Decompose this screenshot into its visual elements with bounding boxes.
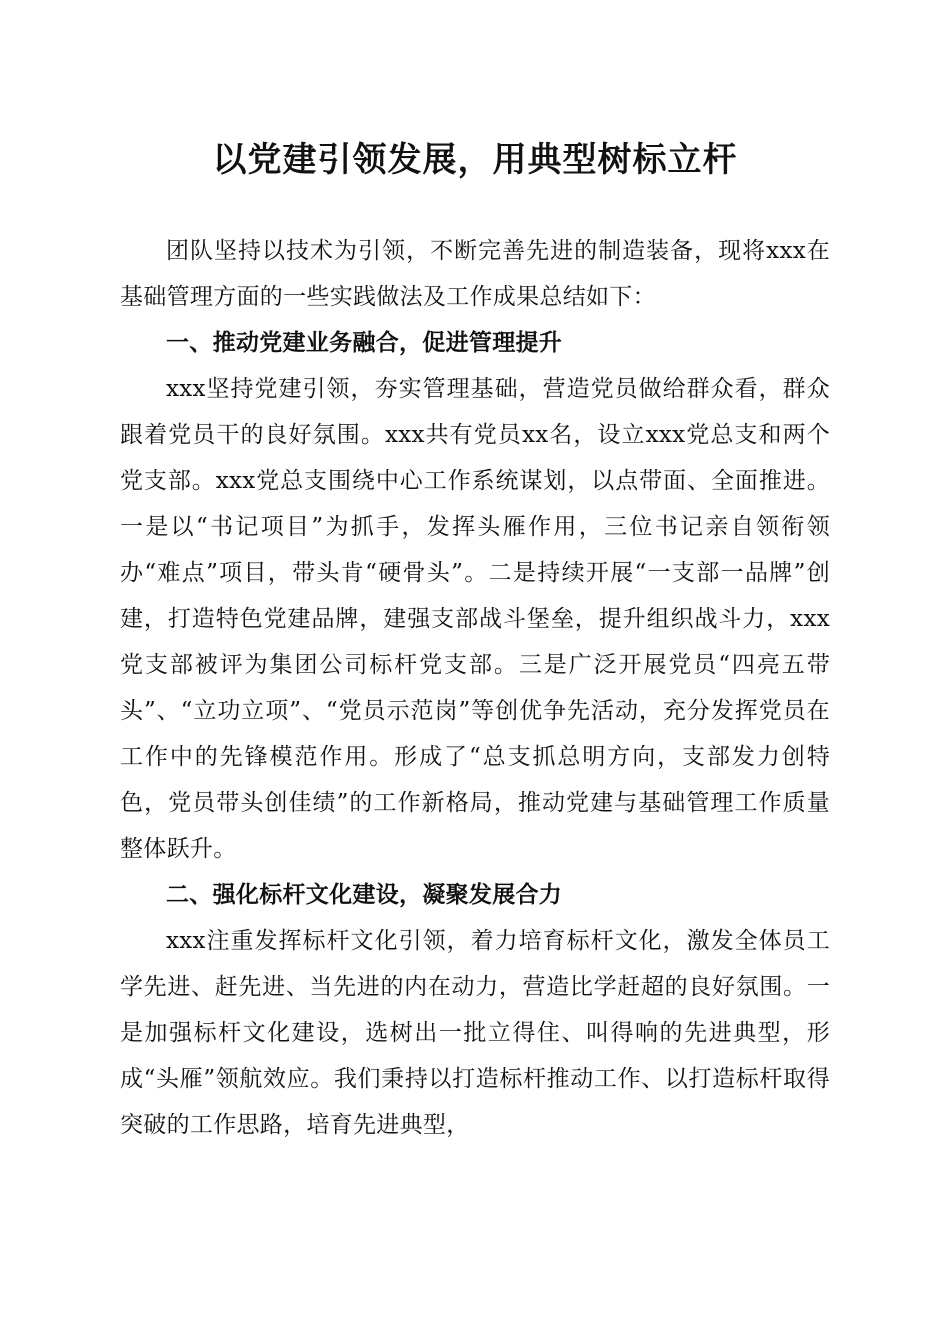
section-heading-1: 一、推动党建业务融合，促进管理提升 bbox=[166, 330, 563, 356]
section-paragraph-1: xxx坚持党建引领，夯实管理基础，营造党员做给群众看，群众跟着党员干的良好氛围。xxx共有党员xx名，设立xxx党总支和两个党支部。xxx党总支围绕中心工作系统谋划，以点带面、全面推进。一是以“书记项目”为抓手，发挥头雁作用，三位书记亲自领衔领办“难点”项目，带头肯“硬骨头”。二是持续开展“一支部一品牌”创建，打造特色党建品牌，建强支部战斗堡垒，提升组织战斗力，xxx党支部被评为集团公司标杆党支部。三是广泛开展党员“四亮五带头”、“立功立项”、“党员示范岗”等创优争先活动，充分发挥党员在工作中的先锋模范作用。形成了“总支抓总明方向，支部发力创特色，党员带头创佳绩”的工作新格局，推动党建与基础管理工作质量整体跃升。 bbox=[120, 376, 830, 862]
document-title: 以党建引领发展，用典型树标立杆 bbox=[212, 140, 738, 180]
document-body bbox=[120, 228, 830, 1148]
intro-paragraph: 团队坚持以技术为引领，不断完善先进的制造装备，现将xxx在基础管理方面的一些实践做法及工作成果总结如下： bbox=[120, 238, 830, 310]
section-heading-2: 二、强化标杆文化建设，凝聚发展合力 bbox=[166, 882, 563, 908]
section-paragraph-2: xxx注重发挥标杆文化引领，着力培育标杆文化，激发全体员工学先进、赶先进、当先进的内在动力，营造比学赶超的良好氛围。一是加强标杆文化建设，选树出一批立得住、叫得响的先进典型，形成“头雁”领航效应。我们秉持以打造标杆推动工作、以打造标杆取得突破的工作思路，培育先进典型， bbox=[120, 928, 830, 1138]
